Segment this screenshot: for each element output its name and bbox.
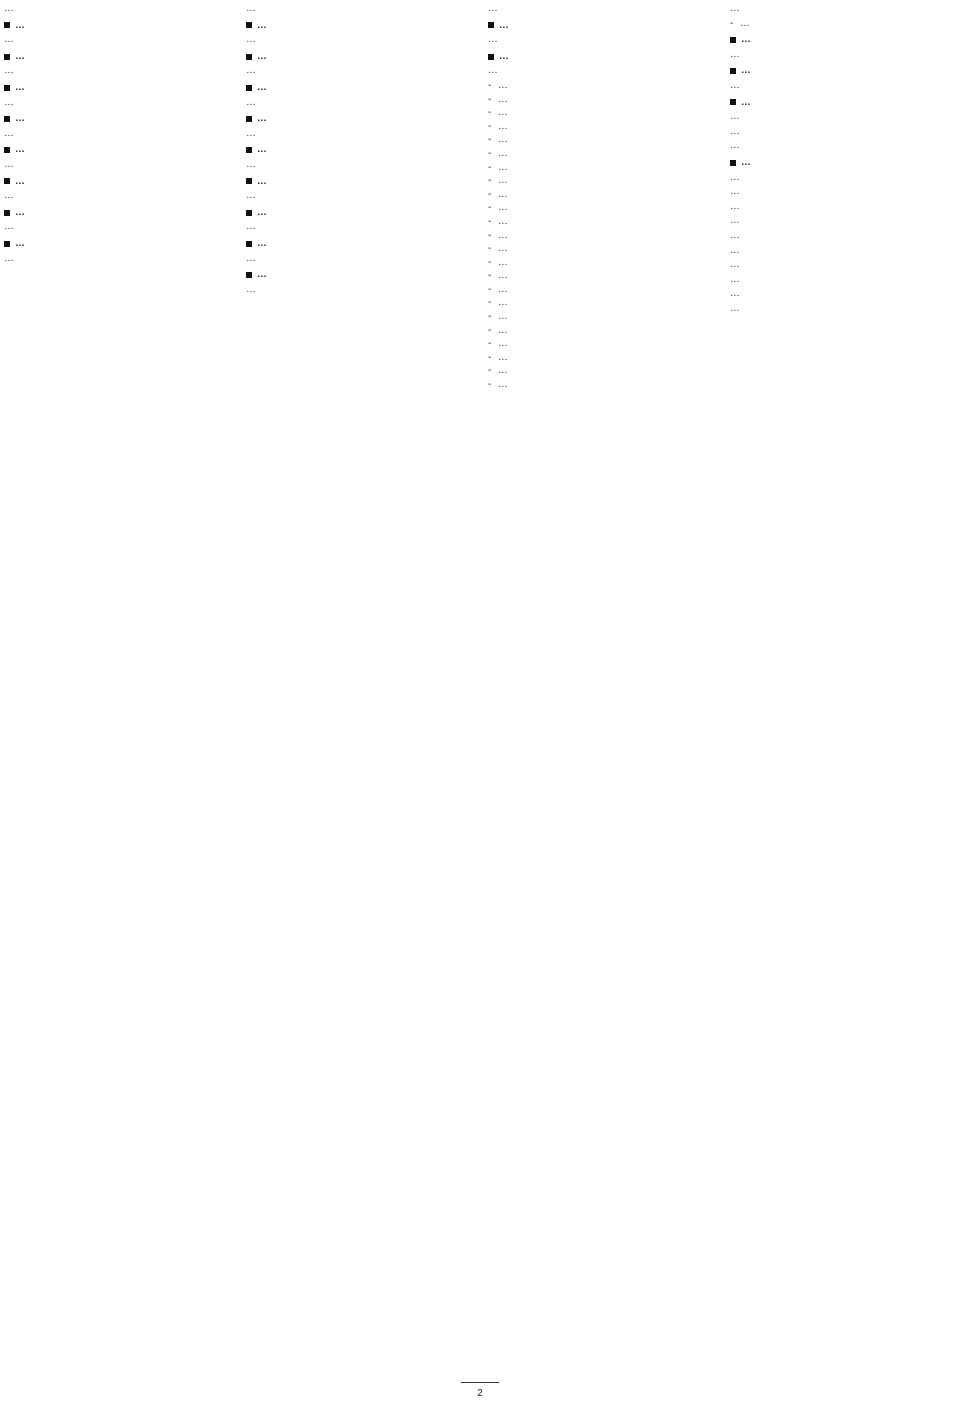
resolution-heading [488, 50, 714, 64]
resolution-number: … [499, 50, 509, 62]
body-paragraph: … [246, 221, 256, 233]
body-paragraph: … [4, 190, 14, 202]
body-paragraph: … [730, 3, 740, 14]
list-item: - … [488, 93, 714, 107]
resolution-heading [246, 237, 472, 251]
resolution-heading [246, 112, 472, 126]
resolution-heading [4, 175, 230, 189]
resolution-heading [246, 175, 472, 189]
square-bullet-icon [246, 22, 252, 28]
resolution-number: … [15, 113, 25, 125]
body-paragraph: … [488, 3, 498, 14]
article-columns [4, 2, 956, 1374]
resolution-heading [730, 64, 956, 78]
body-paragraph: … [4, 65, 14, 77]
list-item: - … [488, 79, 714, 93]
resolution-number: … [15, 144, 25, 156]
recipient-list [488, 79, 714, 392]
resolution-number: … [257, 19, 267, 31]
resolution-number: … [741, 34, 751, 46]
body-paragraph: … [246, 252, 256, 264]
resolution-number: … [257, 50, 267, 62]
list-item: - … [488, 296, 714, 310]
resolution-number: … [257, 206, 267, 218]
list-item: - … [488, 106, 714, 120]
list-item: - … [488, 324, 714, 338]
resolution-number: … [257, 144, 267, 156]
square-bullet-icon [488, 22, 494, 28]
body-paragraph: … [730, 302, 740, 314]
column-2 [246, 2, 472, 1374]
list-item: - … [488, 337, 714, 351]
body-paragraph: … [730, 79, 740, 91]
resolution-heading [4, 19, 230, 33]
column-1 [4, 2, 230, 1374]
resolution-heading [246, 268, 472, 282]
body-paragraph: … [730, 273, 740, 285]
list-item: - … [730, 17, 956, 31]
resolution-heading [4, 206, 230, 220]
body-paragraph: … [730, 186, 740, 198]
column-4 [730, 2, 956, 1374]
body-paragraph: … [730, 140, 740, 152]
list-item: - … [488, 283, 714, 297]
resolution-number: … [15, 81, 25, 93]
body-paragraph: … [246, 283, 256, 295]
body-paragraph: … [246, 34, 256, 46]
footer-rule [461, 1382, 499, 1383]
list-item: - … [488, 269, 714, 283]
square-bullet-icon [4, 147, 10, 153]
list-item: - … [488, 201, 714, 215]
body-paragraph: … [730, 215, 740, 227]
resolution-number: … [257, 269, 267, 281]
resolution-heading [246, 143, 472, 157]
resolution-heading [730, 33, 956, 47]
resolution-number: … [499, 19, 509, 31]
list-item: - … [488, 188, 714, 202]
resolution-heading [4, 81, 230, 95]
resolution-number: … [257, 113, 267, 125]
resolution-number: … [741, 156, 751, 168]
body-paragraph: … [730, 125, 740, 137]
list-item: - … [488, 242, 714, 256]
resolution-heading [4, 237, 230, 251]
resolution-heading [4, 143, 230, 157]
resolution-number: … [15, 50, 25, 62]
square-bullet-icon [4, 116, 10, 122]
column-3 [488, 2, 714, 1374]
page-number: 2 [477, 1388, 483, 1399]
resolution-number: … [741, 65, 751, 77]
resolution-number: … [15, 175, 25, 187]
body-paragraph: … [730, 259, 740, 271]
body-paragraph: … [4, 3, 14, 14]
square-bullet-icon [730, 37, 736, 43]
square-bullet-icon [730, 68, 736, 74]
square-bullet-icon [730, 160, 736, 166]
resolution-number: … [15, 237, 25, 249]
body-paragraph: … [246, 65, 256, 77]
body-paragraph: … [246, 158, 256, 170]
square-bullet-icon [246, 116, 252, 122]
body-paragraph: … [4, 158, 14, 170]
resolution-number: … [741, 96, 751, 108]
body-paragraph: … [488, 65, 498, 77]
body-paragraph: … [4, 34, 14, 46]
body-paragraph: … [730, 288, 740, 300]
resolution-heading [730, 156, 956, 170]
resolution-heading [4, 50, 230, 64]
list-item: - … [488, 215, 714, 229]
square-bullet-icon [246, 178, 252, 184]
square-bullet-icon [488, 54, 494, 60]
square-bullet-icon [4, 22, 10, 28]
list-item: - … [488, 229, 714, 243]
list-item: - … [488, 120, 714, 134]
body-paragraph: … [4, 96, 14, 108]
body-paragraph: … [730, 111, 740, 123]
page-footer [0, 1382, 960, 1406]
body-paragraph: … [246, 190, 256, 202]
square-bullet-icon [4, 241, 10, 247]
resolution-number: … [15, 206, 25, 218]
resolution-number: … [257, 237, 267, 249]
list-item: - … [488, 310, 714, 324]
resolution-heading [488, 19, 714, 33]
list-item: - … [488, 161, 714, 175]
list-item: - … [488, 378, 714, 392]
square-bullet-icon [246, 241, 252, 247]
list-item: - … [488, 147, 714, 161]
body-paragraph: … [730, 229, 740, 241]
resolution-number: … [15, 19, 25, 31]
resolution-heading [246, 206, 472, 220]
body-paragraph: … [4, 221, 14, 233]
list-item: - … [488, 174, 714, 188]
body-paragraph: … [4, 127, 14, 139]
resolution-heading [246, 81, 472, 95]
square-bullet-icon [4, 85, 10, 91]
body-paragraph: … [246, 127, 256, 139]
resolution-heading [246, 50, 472, 64]
list-item: - … [488, 256, 714, 270]
resolution-heading [4, 112, 230, 126]
square-bullet-icon [730, 99, 736, 105]
square-bullet-icon [4, 178, 10, 184]
resolution-heading [246, 19, 472, 33]
resolution-heading [730, 96, 956, 110]
recipient-list [730, 17, 956, 31]
body-paragraph: … [4, 252, 14, 264]
body-paragraph: … [246, 96, 256, 108]
body-paragraph: … [730, 200, 740, 212]
square-bullet-icon [4, 54, 10, 60]
square-bullet-icon [4, 210, 10, 216]
body-paragraph: … [730, 171, 740, 183]
list-item: - … [488, 351, 714, 365]
body-paragraph: … [730, 48, 740, 60]
resolution-number: … [257, 175, 267, 187]
square-bullet-icon [246, 85, 252, 91]
body-paragraph: … [488, 34, 498, 46]
square-bullet-icon [246, 210, 252, 216]
square-bullet-icon [246, 272, 252, 278]
resolution-number: … [257, 81, 267, 93]
list-item: - … [488, 364, 714, 378]
square-bullet-icon [246, 147, 252, 153]
body-paragraph: … [730, 244, 740, 256]
body-paragraph: … [246, 3, 256, 14]
square-bullet-icon [246, 54, 252, 60]
list-item: - … [488, 133, 714, 147]
